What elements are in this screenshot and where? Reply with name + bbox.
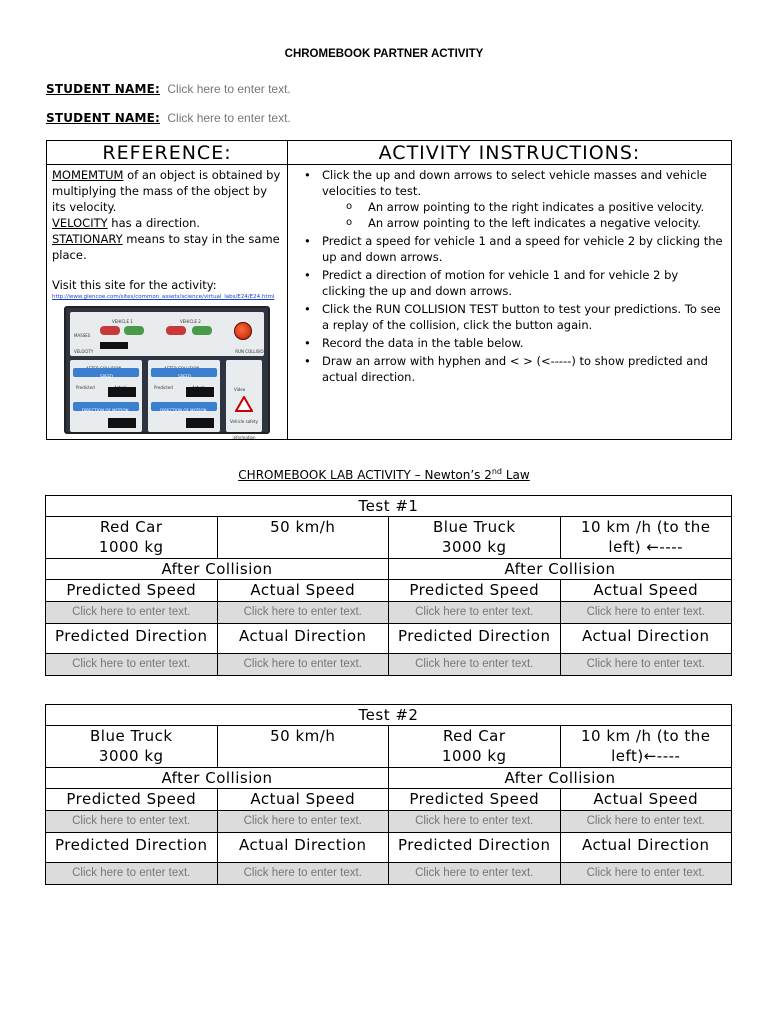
red-car-icon: [166, 326, 186, 335]
text-entry-field[interactable]: Click here to enter text.: [217, 811, 389, 833]
momentum-definition: [52, 167, 282, 215]
sim-vehicle2-label: VEHICLE 2: [180, 319, 201, 324]
sim-direction-label: DIRECTION OF MOTION: [82, 408, 129, 413]
instruction-sub-item: o An arrow pointing to the left indicates a negative velocity.: [322, 215, 723, 231]
vehicle-name: Red Car: [99, 518, 163, 536]
predicted-direction-header: Predicted Direction: [389, 833, 561, 863]
predicted-speed-header: Predicted Speed: [46, 580, 218, 602]
vehicle-1-cell: [46, 726, 218, 768]
simulator-screenshot: [64, 306, 270, 440]
student-name-row-2: [46, 111, 291, 125]
instructions-list: [304, 167, 723, 385]
student-name-label: STUDENT NAME:: [46, 111, 161, 125]
text-entry-field[interactable]: Click here to enter text.: [46, 602, 218, 624]
after-collision-label: After Collision: [389, 768, 732, 789]
sim-predicted-label: Predicted: [154, 385, 173, 390]
instruction-sub-list: [322, 199, 723, 231]
predicted-direction-header: Predicted Direction: [46, 624, 218, 654]
sim-speed-label: SPEED: [178, 374, 192, 379]
vehicle-1-cell: [46, 517, 218, 559]
sim-vehicle1-label: VEHICLE 1: [112, 319, 133, 324]
predicted-speed-header: Predicted Speed: [46, 789, 218, 811]
instruction-sub-item: o An arrow pointing to the right indicates a positive velocity.: [322, 199, 723, 215]
instruction-item: • Click the RUN COLLISION TEST button to test your predictions. To see a replay of the collision, click the button again.: [304, 301, 723, 333]
sim-display: [108, 387, 136, 397]
vehicle-mass: 1000 kg: [441, 747, 507, 765]
activity-link[interactable]: http://www.glencoe.com/sites/common_assets/science/virtual_labs/E24/E24.html: [52, 294, 275, 300]
lab-title-sup: nd: [491, 467, 503, 476]
vehicle-mass: 3000 kg: [98, 747, 164, 765]
instruction-item: • Predict a direction of motion for vehicle 1 and for vehicle 2 by clicking the up and down arrows.: [304, 267, 723, 299]
lab-title-text: CHROMEBOOK LAB ACTIVITY – Newton’s 2: [238, 468, 492, 482]
run-collision-button-icon: [234, 322, 252, 340]
actual-direction-header: Actual Direction: [560, 833, 732, 863]
text-entry-field[interactable]: Click here to enter text.: [217, 863, 389, 885]
reference-heading: REFERENCE:: [47, 141, 288, 165]
sim-velocity-display: [100, 342, 128, 349]
text-entry-field[interactable]: Click here to enter text.: [389, 602, 561, 624]
vehicle-2-speed: 10 km /h (to the left) ←----: [560, 517, 732, 559]
instructions-heading: ACTIVITY INSTRUCTIONS:: [288, 141, 732, 165]
predicted-direction-header: Predicted Direction: [46, 833, 218, 863]
velocity-text: has a direction.: [107, 216, 201, 230]
actual-speed-header: Actual Speed: [217, 580, 389, 602]
test-heading: Test #2: [46, 705, 732, 726]
predicted-speed-header: Predicted Speed: [389, 789, 561, 811]
sim-masses-label: MASSES: [74, 333, 91, 338]
text-entry-field[interactable]: Click here to enter text.: [389, 811, 561, 833]
text-entry-field[interactable]: Click here to enter text.: [560, 602, 732, 624]
text-entry-field[interactable]: Click here to enter text.: [46, 654, 218, 676]
sim-video-label: Video: [234, 387, 246, 392]
velocity-term: VELOCITY: [52, 216, 108, 230]
text-entry-field[interactable]: Click here to enter text.: [46, 811, 218, 833]
instruction-item: [304, 167, 723, 231]
vehicle-name: Red Car: [442, 727, 506, 745]
actual-speed-header: Actual Speed: [560, 789, 732, 811]
instruction-item: • Record the data in the table below.: [304, 335, 723, 351]
green-car-icon: [124, 326, 144, 335]
instruction-item: • Predict a speed for vehicle 1 and a speed for vehicle 2 by clicking the up and down arrows.: [304, 233, 723, 265]
student-name-field[interactable]: Click here to enter text.: [167, 111, 291, 125]
actual-speed-header: Actual Speed: [217, 789, 389, 811]
vehicle-2-speed: 10 km /h (to the left)←----: [560, 726, 732, 768]
sim-velocity-label: VELOCITY: [74, 349, 94, 354]
visit-text: Visit this site for the activity:: [52, 278, 217, 292]
test-2-table: [45, 704, 732, 885]
reference-cell: [47, 165, 288, 440]
vehicle-name: Blue Truck: [432, 518, 516, 536]
document-title: CHROMEBOOK PARTNER ACTIVITY: [284, 48, 484, 60]
stationary-definition: [52, 231, 282, 263]
stationary-text: means to stay in the same place.: [52, 232, 280, 262]
sim-display: [186, 387, 214, 397]
vehicle-2-cell: [389, 726, 561, 768]
text-entry-field[interactable]: Click here to enter text.: [560, 863, 732, 885]
lab-title-suffix: Law: [502, 468, 530, 482]
test-heading: Test #1: [46, 496, 732, 517]
actual-direction-header: Actual Direction: [217, 624, 389, 654]
warning-icon: [235, 396, 253, 412]
text-entry-field[interactable]: Click here to enter text.: [389, 863, 561, 885]
sim-after-panel-1: [70, 360, 142, 432]
momentum-text: of an object is obtained by multiplying the mass of the object by its velocity.: [52, 168, 281, 214]
predicted-speed-header: Predicted Speed: [389, 580, 561, 602]
student-name-label: STUDENT NAME:: [46, 82, 161, 96]
lab-activity-title: [0, 467, 768, 482]
momentum-term: MOMEMTUM: [52, 168, 124, 182]
text-entry-field[interactable]: Click here to enter text.: [217, 654, 389, 676]
vehicle-2-cell: [389, 517, 561, 559]
after-collision-label: After Collision: [46, 559, 389, 580]
actual-direction-header: Actual Direction: [560, 624, 732, 654]
instruction-text: Click the up and down arrows to select vehicle masses and vehicle velocities to test.: [322, 168, 707, 198]
sim-speed-label: SPEED: [100, 374, 114, 379]
instructions-cell: [288, 165, 732, 440]
vehicle-mass: 3000 kg: [441, 538, 507, 556]
student-name-row-1: [46, 82, 291, 96]
actual-speed-header: Actual Speed: [560, 580, 732, 602]
red-car-icon: [100, 326, 120, 335]
reference-instructions-table: [46, 140, 732, 440]
text-entry-field[interactable]: Click here to enter text.: [389, 654, 561, 676]
predicted-direction-header: Predicted Direction: [389, 624, 561, 654]
text-entry-field[interactable]: Click here to enter text.: [46, 863, 218, 885]
sim-side-panel: [226, 360, 262, 440]
sim-after-panel-2: [148, 360, 220, 432]
stationary-term: STATIONARY: [52, 232, 123, 246]
actual-direction-header: Actual Direction: [217, 833, 389, 863]
instruction-item: • Draw an arrow with hyphen and < > (<-----) to show predicted and actual direction.: [304, 353, 723, 385]
sim-display: [186, 418, 214, 428]
sim-safety-label: Vehicle safety information: [230, 419, 258, 440]
vehicle-1-speed: 50 km/h: [217, 726, 389, 768]
sim-predicted-label: Predicted: [76, 385, 95, 390]
text-entry-field[interactable]: Click here to enter text.: [217, 602, 389, 624]
text-entry-field[interactable]: Click here to enter text.: [560, 654, 732, 676]
text-entry-field[interactable]: Click here to enter text.: [560, 811, 732, 833]
after-collision-label: After Collision: [46, 768, 389, 789]
vehicle-name: Blue Truck: [89, 727, 173, 745]
after-collision-label: After Collision: [389, 559, 732, 580]
student-name-field[interactable]: Click here to enter text.: [167, 82, 291, 96]
sim-display: [108, 418, 136, 428]
velocity-definition: [52, 215, 282, 231]
test-1-table: [45, 495, 732, 676]
sim-direction-label: DIRECTION OF MOTION: [160, 408, 207, 413]
sim-run-label: RUN COLLISION: [235, 349, 267, 354]
vehicle-mass: 1000 kg: [98, 538, 164, 556]
vehicle-1-speed: 50 km/h: [217, 517, 389, 559]
green-car-icon: [192, 326, 212, 335]
